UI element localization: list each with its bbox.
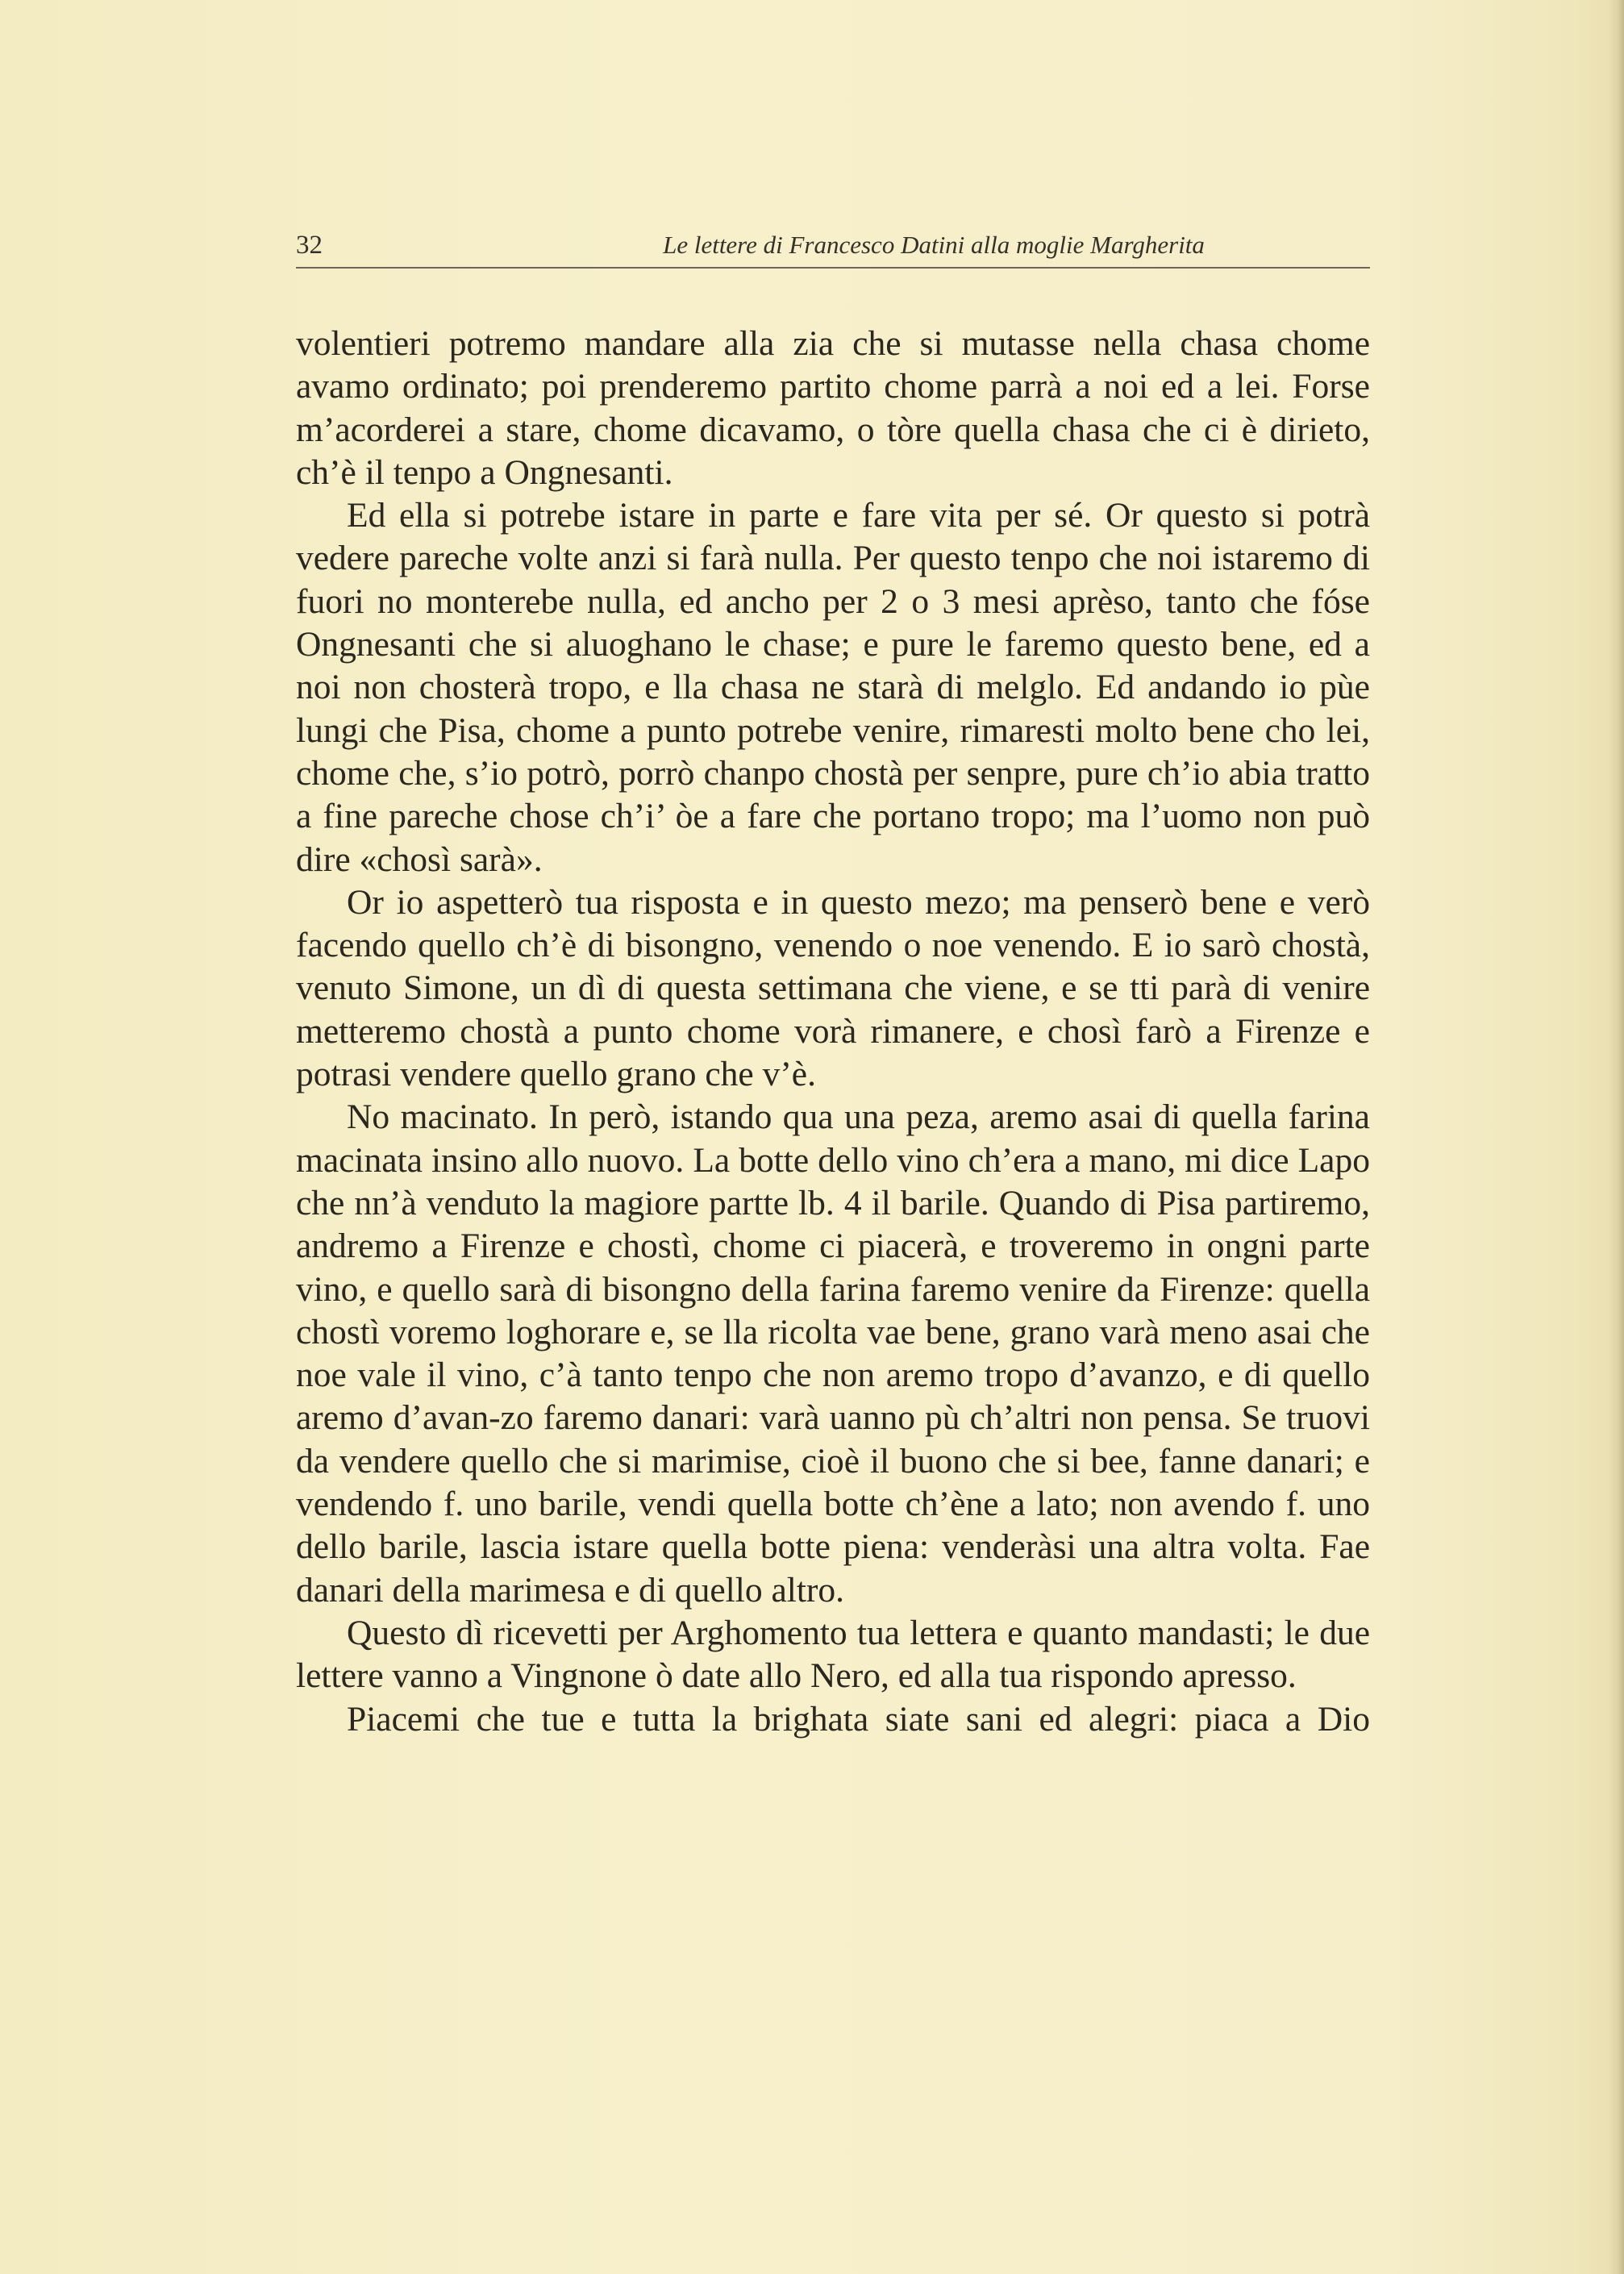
paragraph: Piacemi che tue e tutta la brighata siate sani ed alegri: piaca a Dio bbox=[347, 1699, 1370, 1739]
page-edge-shadow bbox=[1609, 0, 1624, 2274]
paragraph: Or io aspetterò tua risposta e in questo mezo; ma penserò bene e verò facendo quello ch’è di bisongno, venendo o noe venendo. E io sarò chostà, venuto Simone, un dì di questa settimana che viene, e se tti parà di venire metteremo chostà a punto chome vorà rimanere, e chosì farò a Firenze e potrasi vendere quello grano che v’è. bbox=[296, 882, 1370, 1094]
page-number: 32 bbox=[296, 231, 323, 260]
page-header bbox=[296, 227, 1370, 269]
paragraph: Questo dì ricevetti per Arghomento tua lettera e quanto mandasti; le due lettere vanno a Vingnone ò date allo Nero, ed alla tua rispondo apresso. bbox=[296, 1613, 1370, 1696]
running-title: Le lettere di Francesco Datini alla moglie Margherita bbox=[663, 231, 1205, 259]
paragraph: volentieri potremo mandare alla zia che si mutasse nella chasa chome avamo ordinato; poi prenderemo partito chome parrà a noi ed a lei. Forse m’acorderei a stare, chome dicavamo, o tòre quella chasa che ci è dirieto, ch’è il tenpo a Ongnesanti. bbox=[296, 324, 1370, 492]
paragraph: Ed ella si potrebe istare in parte e fare vita per sé. Or questo si potrà vedere pareche volte anzi si farà nulla. Per questo tenpo che noi istaremo di fuori no monterebe nulla, ed ancho per 2 o 3 mesi aprèso, tanto che fóse Ongnesanti che si aluoghano le chase; e pure le faremo questo bene, ed a noi non chosterà tropo, e lla chasa ne starà di melglo. Ed andando io pùe lungi che Pisa, chome a punto potrebe venire, rimaresti molto bene cho lei, chome che, s’io potrò, porrò chanpo chostà per senpre, pure ch’io abia tratto a fine pareche chose ch’i’ òe a fare che portano tropo; ma l’uomo non può dire «chosì sarà». bbox=[296, 496, 1370, 879]
paragraph: No macinato. In però, istando qua una peza, aremo asai di quella farina macinata insino allo nuovo. La botte dello vino ch’era a mano, mi dice Lapo che nn’à venduto la magiore partte lb. 4 il barile. Quando di Pisa partiremo, andremo a Firenze e chostì, chome ci piacerà, e troveremo in ongni parte vino, e quello sarà di bisongno della farina faremo venire da Firenze: quella chostì voremo loghorare e, se lla ricolta vae bene, grano varà meno asai che noe vale il vino, c’à tanto tenpo che non aremo tropo d’avanzo, e di quello aremo d’avan-zo faremo danari: varà uanno pù ch’altri non pensa. Se truovi da vendere quello che si marimise, cioè il buono che si bee, fanne danari; e vendendo f. uno barile, vendi quella botte ch’ène a lato; non avendo f. uno dello barile, lascia istare quella botte piena: venderàsi una altra volta. Fae danari della marimesa e di quello altro. bbox=[296, 1097, 1370, 1610]
body-text bbox=[296, 323, 1370, 1741]
